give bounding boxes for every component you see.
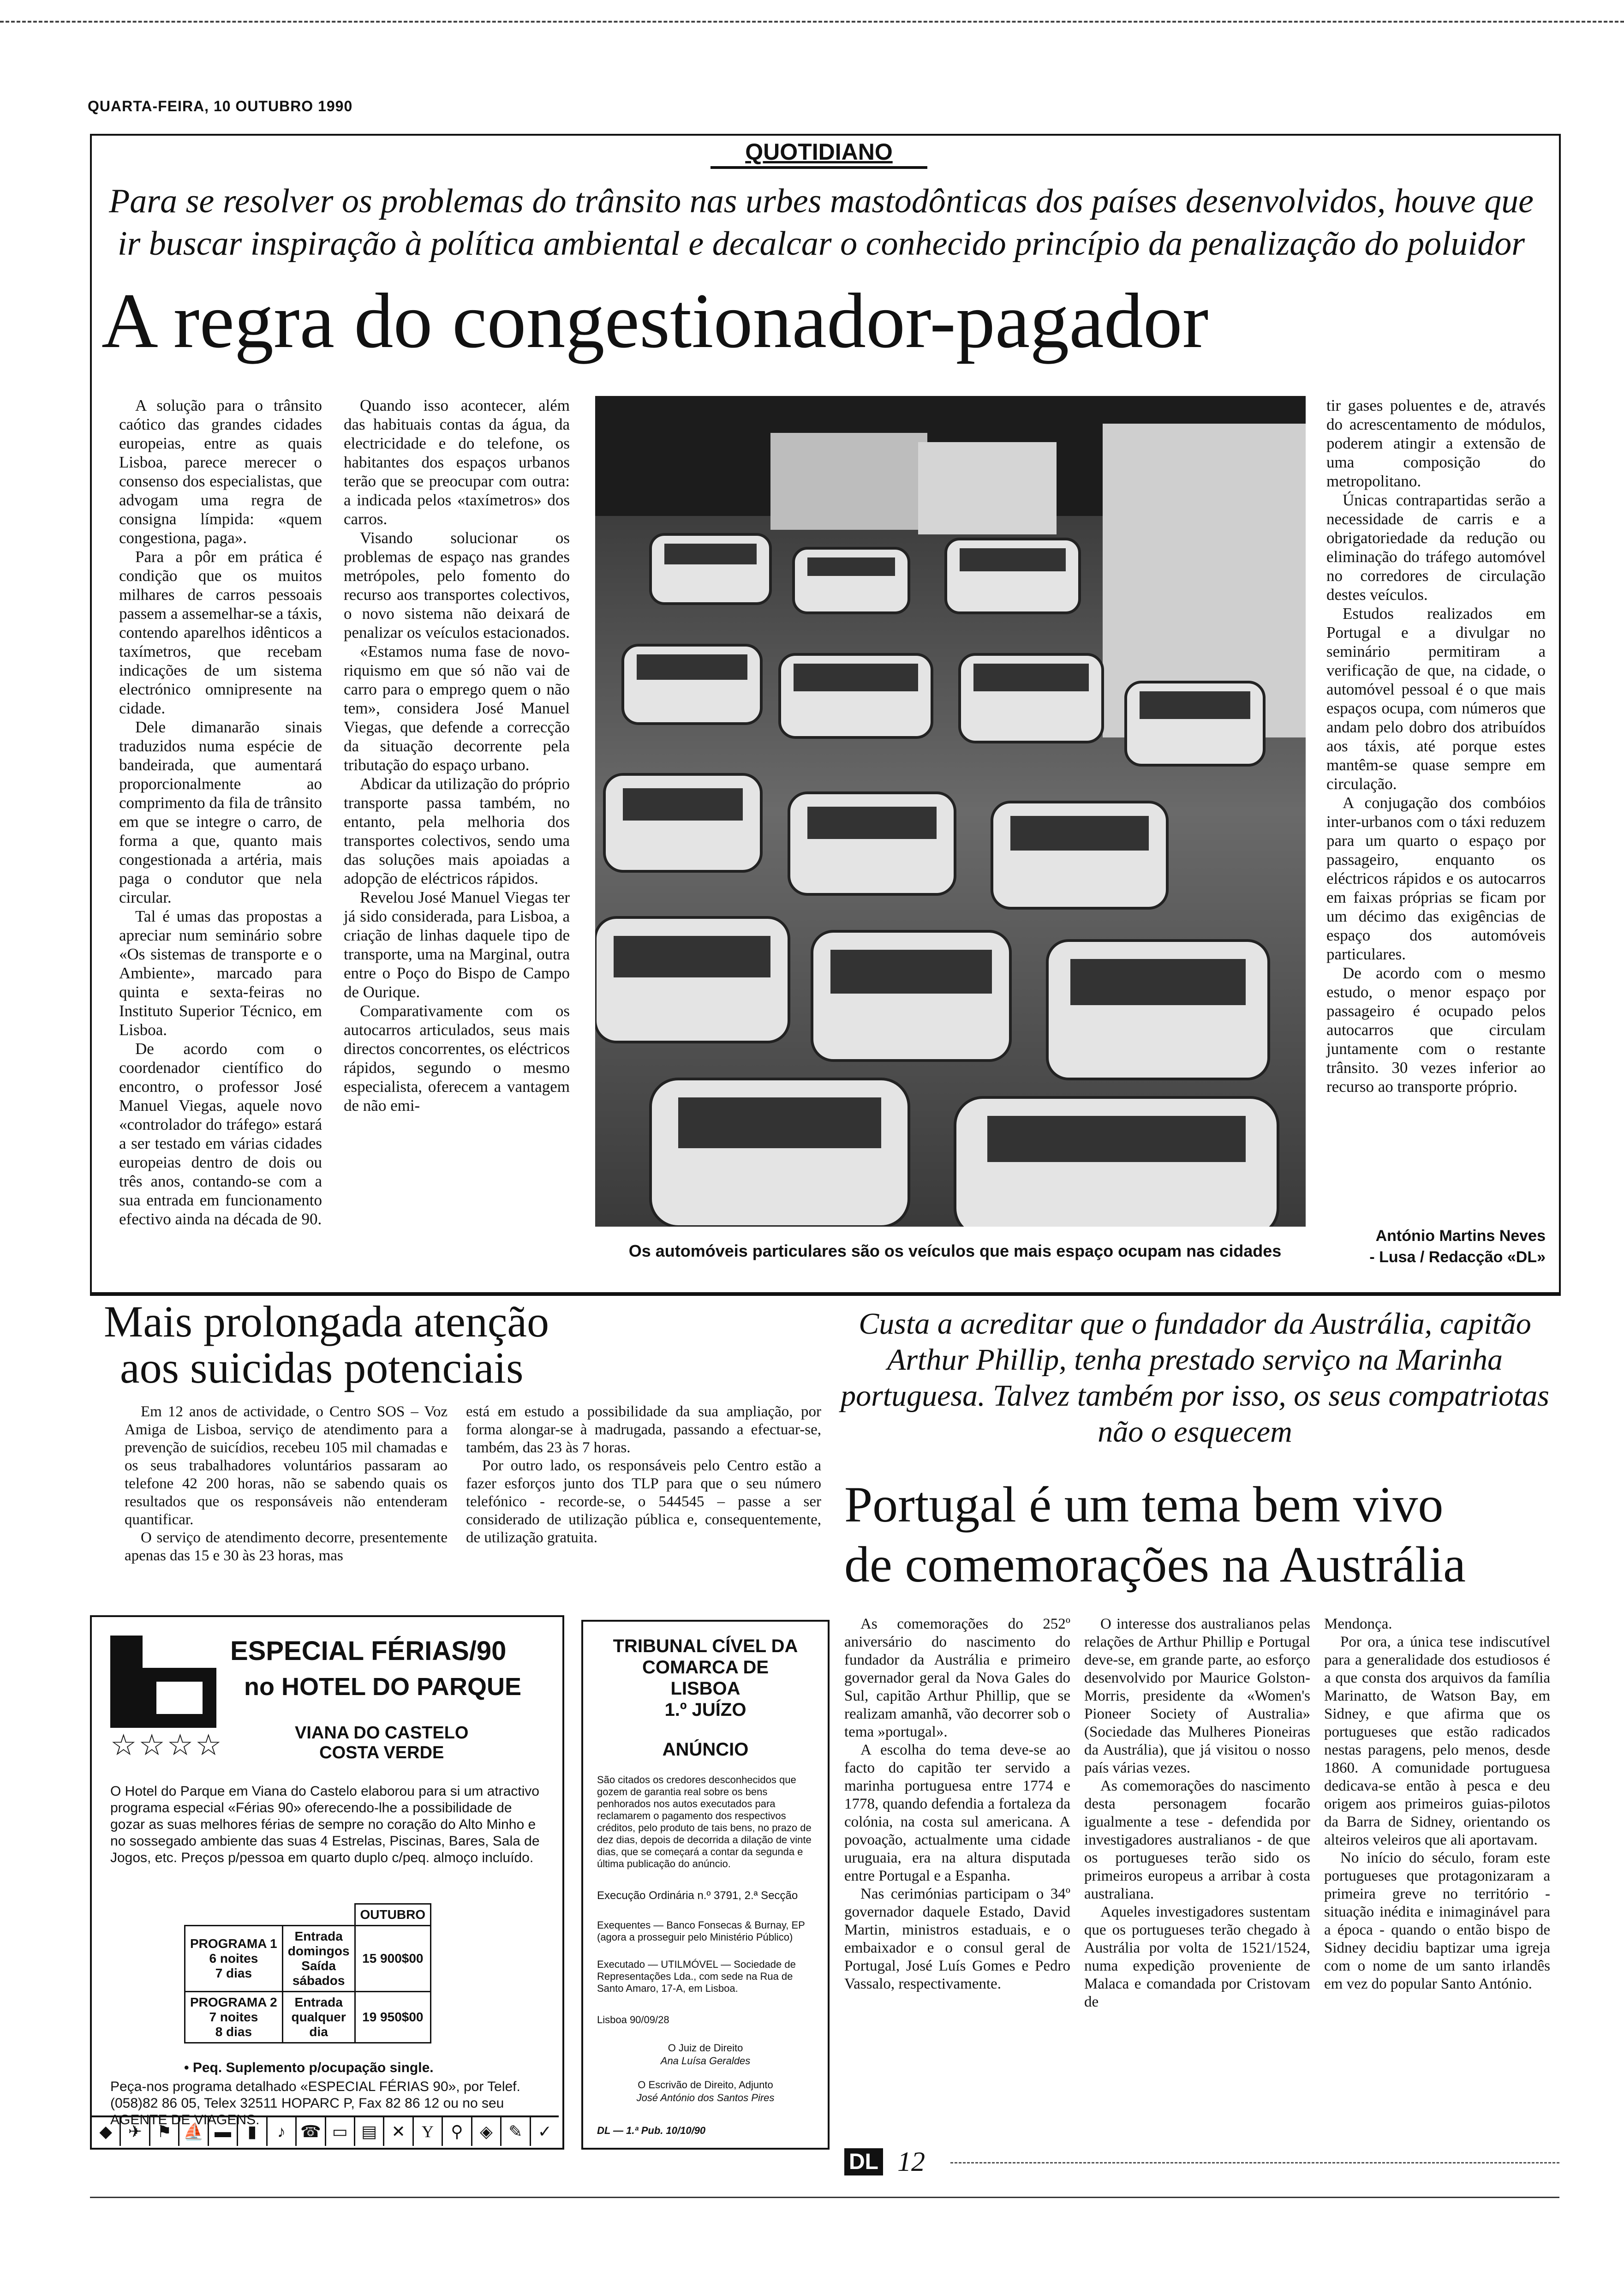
australia-column-3 bbox=[1324, 1615, 1550, 1993]
hotel-ad-title: ESPECIAL FÉRIAS/90 bbox=[230, 1636, 507, 1666]
plane-icon: ✈ bbox=[121, 2117, 150, 2146]
pen-icon: ✎ bbox=[502, 2117, 531, 2146]
suicide-column-1 bbox=[125, 1403, 448, 1565]
tribunal-ad bbox=[581, 1620, 830, 2150]
table-header-month: OUTUBRO bbox=[355, 1904, 431, 1926]
hotel-logo bbox=[110, 1636, 216, 1728]
tribunal-date: Lisboa 90/09/28 bbox=[597, 2014, 669, 2025]
paragraph: De acordo com o mesmo estudo, o menor espaço por passageiro é ocupado pelos autocarros que circulam juntamente com o restante trânsito. 30 vezes inferior ao recurso ao transporte próprio. bbox=[1326, 964, 1546, 1096]
australia-column-2 bbox=[1084, 1615, 1310, 2011]
card-icon: ▤ bbox=[355, 2117, 384, 2146]
car-icon: ◆ bbox=[92, 2117, 121, 2146]
section-rule bbox=[710, 166, 927, 169]
paragraph: A conjugação dos combóios inter-urbanos com o táxi reduzem para um quarto o espaço por passageiro, enquanto os eléctricos rápidos e os autocarros em faixas próprias se ficam por um décimo das exigências de espaço dos automóveis particulares. bbox=[1326, 794, 1546, 963]
bottom-rule bbox=[90, 2197, 1559, 2198]
paragraph: A solução para o trânsito caótico das grandes cidades europeias, entre as quais Lisboa, parece merecer o consenso dos especialistas, que advogam uma regra de consigna límpida: «quem congestiona, paga». bbox=[119, 396, 322, 547]
hotel-ad-subtitle: no HOTEL DO PARQUE bbox=[244, 1673, 522, 1701]
glass-icon: Y bbox=[414, 2117, 443, 2146]
tribunal-publication: DL — 1.ª Pub. 10/10/90 bbox=[597, 2125, 706, 2136]
tribunal-title-line: COMARCA DE bbox=[642, 1657, 769, 1678]
hotel-ad bbox=[90, 1615, 564, 2150]
suicide-headline-2: aos suicidas potenciais bbox=[120, 1343, 524, 1392]
tick-icon: ✓ bbox=[537, 2122, 552, 2141]
paragraph: Tal é umas das propostas a apreciar num seminário sobre «Os sistemas de transporte e o Ambiente», marcado para quinta e sexta-feiras no Instituto Superior Técnico, em Lisboa. bbox=[119, 907, 322, 1039]
flag-icon: ▮ bbox=[238, 2117, 267, 2146]
paragraph: Estudos realizados em Portugal e a divulgar no seminário permitiram a verificação de que, na cidade, o automóvel pessoal é o que mais espaços ocupa, com números que andam pelo dobro dos atribuídos aos táxis, até porque estes mantêm-se quase sempre em circulação. bbox=[1326, 605, 1546, 793]
page-number: 12 bbox=[897, 2146, 925, 2177]
golf-icon: ⚑ bbox=[150, 2117, 179, 2146]
amenity-icons bbox=[92, 2115, 559, 2146]
star-rating: ☆☆☆☆ bbox=[110, 1728, 224, 1762]
paragraph: Em 12 anos de actividade, o Centro SOS – Voz Amiga de Lisboa, serviço de atendimento para a prevenção de suicídios, recebeu 105 mil chamadas e os seus trabalhadores voluntários passaram ao telefone 42 200 horas, não se sabendo quais os resultados que os responsáveis não entenderam quantificar. bbox=[125, 1403, 448, 1528]
clerk-name: José António dos Santos Pires bbox=[636, 2092, 775, 2103]
traffic-jam-illustration bbox=[595, 396, 1306, 1227]
paragraph: Para a pôr em prática é condição que os muitos milhares de carros pessoais passem a assemelhar-se a táxis, contendo aparelhos idênticos a taxímetros, que recebam indicações de um sistema electrónico omnipresente na cidade. bbox=[119, 548, 322, 717]
close-icon: ✕ bbox=[384, 2117, 413, 2146]
phone-icon: ☎ bbox=[297, 2117, 326, 2146]
article-headline: A regra do congestionador-pagador bbox=[102, 277, 1209, 364]
paragraph: Mendonça. bbox=[1324, 1616, 1392, 1632]
paragraph: Quando isso acontecer, além das habituais contas da água, da electricidade e do telefone, os habitantes dos espaços urbanos terão que se preocupar com outra: a indicada pelos «taxímetros» dos carros. bbox=[344, 396, 570, 528]
paragraph: Revelou José Manuel Viegas ter já sido considerada, para Lisboa, a criação de linhas daquele tipo de transporte, uma na Marginal, outra entre o Poço do Bispo de Campo de Ourique. bbox=[344, 888, 570, 1001]
australia-headline-2: de comemorações na Austrália bbox=[844, 1536, 1466, 1593]
tribunal-notice: ANÚNCIO bbox=[662, 1739, 749, 1760]
paragraph: «Estamos numa fase de novo-riquismo em que só não vai de carro para o emprego quem o não tem», considera José Manuel Viegas, que defende a correcção da situação decorrente pela tributação do espaço urbano. bbox=[344, 642, 570, 774]
tribunal-executado: Executado — UTILMÓVEL — Sociedade de Representações Lda., com sede na Rua de Santo Amaro, 17-A, em Lisboa. bbox=[597, 1959, 796, 1994]
price-table bbox=[184, 1903, 431, 2043]
photo-caption: Os automóveis particulares são os veículos que mais espaço ocupam nas cidades bbox=[628, 1241, 1282, 1260]
australia-deck: Custa a acreditar que o fundador da Austrália, capitão Arthur Phillip, tenha prestado serviço na Marinha portuguesa. Talvez também por isso, os seus compatriotas não o esquecem bbox=[841, 1307, 1549, 1449]
paragraph: Dele dimanarão sinais traduzidos numa espécie de bandeirada, que aumentará proporcionalmente ao comprimento da fila de trânsito em que se integre o carro, de forma a que, quanto mais congestionada a artéria, mais paga o condutor que nela circular. bbox=[119, 718, 322, 906]
paragraph: Únicas contrapartidas serão a necessidade de carris e a obrigatoriedade da redução ou eliminação do tráfego automóvel no corredores de circulação destes veículos. bbox=[1326, 491, 1546, 604]
traffic-photo bbox=[595, 396, 1306, 1227]
table-row: PROGRAMA 1 6 noites 7 dias Entrada domingos Saída sábados 15 900$00 bbox=[185, 1926, 431, 1992]
paragraph: Aqueles investigadores sustentam que os portugueses terão chegado à Austrália por volta de 1521/1524, numa expedição proveniente de Malaca e comandada por Cristovam de bbox=[1084, 1904, 1310, 2010]
tribunal-title-line: 1.º JUÍZO bbox=[664, 1700, 746, 1720]
tribunal-title bbox=[583, 1636, 828, 1720]
australia-column-1 bbox=[844, 1615, 1070, 1993]
article-column-1 bbox=[119, 396, 322, 1228]
paragraph: tir gases poluentes e de, através do acrescentamento de módulos, poderem atingir a extensão de uma composição do metropolitano. bbox=[1326, 396, 1546, 490]
hotel-ad-contact: Peça-nos programa detalhado «ESPECIAL FÉRIAS 90», por Telef. (058)82 86 05, Telex 32511 HOPARC P, Fax 82 86 12 ou no seu AGENTE DE VIAGENS. bbox=[110, 2079, 520, 2127]
paragraph: De acordo com o coordenador científico do encontro, o professor José Manuel Viegas, aquele novo «controlador do tráfego» estará a ser testado em várias cidades europeias dentro de dois ou três anos, contando-se com a sua entrada em funcionamento efectivo ainda na década de 90. bbox=[119, 1040, 322, 1228]
paragraph: Abdicar da utilização do próprio transporte passa também, no entanto, pela melhoria dos transportes colectivos, sendo uma das soluções mais apoiadas a adopção de eléctricos rápidos. bbox=[344, 775, 570, 887]
australia-headline-1: Portugal é um tema bem vivo bbox=[844, 1476, 1444, 1533]
suicide-column-2 bbox=[466, 1403, 821, 1547]
tribunal-exec: Execução Ordinária n.º 3791, 2.ª Secção bbox=[597, 1889, 798, 1902]
paragraph: As comemorações do nascimento desta personagem focarão igualmente a tese - defendida por investigadores australianos - de que os portugueses terão sido os primeiros europeus a arribar à costa australiana. bbox=[1084, 1778, 1310, 1902]
clerk-title: O Escrivão de Direito, Adjunto bbox=[638, 2079, 773, 2091]
tribunal-title-line: LISBOA bbox=[670, 1678, 740, 1699]
judge-name: Ana Luísa Geraldes bbox=[660, 2055, 751, 2067]
tribunal-clerk bbox=[583, 2079, 828, 2104]
paragraph: Nas cerimónias participam o 34º governador daquele Estado, David Martin, ministros estaduais, e o embaixador e o consul geral de Portugal, José Luís Gomes e Pedro Vassalo, respectivamente. bbox=[844, 1886, 1070, 1992]
tribunal-body: São citados os credores desconhecidos que gozem de garantia real sobre os bens penhorados nos autos executados para reclamarem o pagamento dos respectivos créditos, pelo produto de tais bens, no prazo de dez dias, depois de decorrida a dilação de vinte dias, que se começará a contar da segunda e última publicação do anúncio. bbox=[597, 1774, 812, 1870]
article-column-2 bbox=[344, 396, 570, 1115]
paragraph: Comparativamente com os autocarros articulados, seus mais directos concorrentes, os eléctricos rápidos, segundo o mesmo especialista, oferecem a vantagem de não emi- bbox=[344, 1002, 570, 1115]
top-border bbox=[0, 21, 1624, 23]
music-icon: ♪ bbox=[268, 2117, 297, 2146]
paragraph: O interesse dos australianos pelas relações de Arthur Phillip e Portugal deve-se, em grande parte, ao esforço desenvolvido por Maurice Golston-Morris, presidente da «Women's Pioneer Society of Australia» (Sociedade das Mulheres Pioneiras da Austrália), que já visitou o nosso país várias vezes. bbox=[1084, 1616, 1310, 1776]
hotel-ad-place bbox=[295, 1723, 469, 1763]
byline bbox=[1329, 1225, 1546, 1268]
boat-icon: ⛵ bbox=[179, 2117, 209, 2146]
footer-rule bbox=[950, 2162, 1559, 2163]
paragraph: Por ora, a única tese indiscutível para a generalidade dos estudiosos é a que consta dos arquivos da família Marinatto, de Watson Bay, em Sidney, e que afirma que os portugueses que estão radicados nestas paragens, pelo menos, desde 1860. A comunidade portuguesa dedicava-se então à pesca e deu origem aos primeiros guias-pilotos da Barra de Sidney, orientando os alteiros veleiros que ali aportavam. bbox=[1324, 1634, 1550, 1848]
hotel-ad-note: • Peq. Suplemento p/ocupação single. bbox=[184, 2060, 434, 2075]
tribunal-judge bbox=[583, 2042, 828, 2067]
hotel-ad-place-region: COSTA VERDE bbox=[319, 1743, 444, 1762]
page-logo: DL bbox=[844, 2148, 883, 2175]
paragraph: está em estudo a possibilidade da sua ampliação, por forma alongar-se à madrugada, passando a efectuar-se, também, das 23 às 7 horas. bbox=[466, 1403, 821, 1456]
section-label: QUOTIDIANO bbox=[745, 139, 893, 165]
tribunal-exequentes: Exequentes — Banco Fonsecas & Burnay, EP (agora a prosseguir pelo Ministério Público) bbox=[597, 1919, 805, 1943]
tv-icon: ▭ bbox=[326, 2117, 355, 2146]
shield-icon: ◈ bbox=[472, 2117, 502, 2146]
paragraph: Visando solucionar os problemas de espaço nas grandes metrópoles, pelo fomento do recurso aos transportes colectivos, o novo sistema não deixará de penalizar os veículos estacionados. bbox=[344, 529, 570, 641]
divider-horizontal bbox=[90, 1292, 1559, 1294]
hotel-ad-place-city: VIANA DO CASTELO bbox=[295, 1723, 469, 1743]
dateline: QUARTA-FEIRA, 10 OUTUBRO 1990 bbox=[88, 98, 353, 114]
byline-agency: - Lusa / Redacção «DL» bbox=[1369, 1248, 1546, 1266]
paragraph: As comemorações do 252º aniversário do nascimento do fundador da Austrália e primeiro governador geral da Nova Gales do Sul, capitão Arthur Phillip, que se realizam amanhã, vão decorrer sob o tema »portugal». bbox=[844, 1616, 1070, 1740]
table-row: PROGRAMA 2 7 noites 8 dias Entrada qualquer dia 19 950$00 bbox=[185, 1992, 431, 2043]
article-deck: Para se resolver os problemas do trânsito nas urbes mastodônticas dos países desenvolvidos, houve que ir buscar inspiração à política ambiental e decalcar o conhecido princípio da penalização do poluidor bbox=[109, 182, 1534, 263]
paragraph: No início do século, foram este portugueses que protagonizaram a primeira greve no território - situação inédita e inimaginável para a época - quando o então bispo de Sidney decidiu baptizar uma igreja com o nome de um santo irlandês em vez do popular Santo António. bbox=[1324, 1850, 1550, 1992]
suicide-headline-1: Mais prolongada atenção bbox=[104, 1297, 549, 1346]
tribunal-title-line: TRIBUNAL CÍVEL DA bbox=[613, 1636, 798, 1656]
byline-author: António Martins Neves bbox=[1375, 1227, 1546, 1245]
paragraph: Por outro lado, os responsáveis pelo Centro estão a fazer esforços junto dos TLP para que o seu número telefónico - recorde-se, o 544545 – passe a ser considerado de utilização pública e, consequentemente, de utilização gratuita. bbox=[466, 1457, 821, 1546]
paragraph: A escolha do tema deve-se ao facto do capitão ter servido a marinha portuguesa entre 1774 e 1778, quando defendia a fortaleza da colónia, na costa sul americana. A povoação, actualmente uma cidade uruguaia, era na altura disputada entre Portugal e a Espanha. bbox=[844, 1742, 1070, 1884]
paragraph: O serviço de atendimento decorre, presentemente apenas das 15 e 30 às 23 horas, mas bbox=[125, 1529, 448, 1564]
bed-icon: ▬ bbox=[209, 2117, 238, 2146]
article-column-3 bbox=[1326, 396, 1546, 1096]
hiking-icon: ⚲ bbox=[443, 2117, 472, 2146]
hotel-ad-body: O Hotel do Parque em Viana do Castelo elaborou para si um atractivo programa especial «Férias 90» oferecendo-lhe a possibilidade de gozar as suas melhores férias de sempre no coração do Alto Minho e no sossegado ambiente das suas 4 Estrelas, Piscinas, Bares, Sala de Jogos, etc. Preços p/pessoa em quarto duplo c/peq. almoço incluído. bbox=[110, 1784, 540, 1865]
judge-title: O Juiz de Direito bbox=[668, 2042, 743, 2054]
